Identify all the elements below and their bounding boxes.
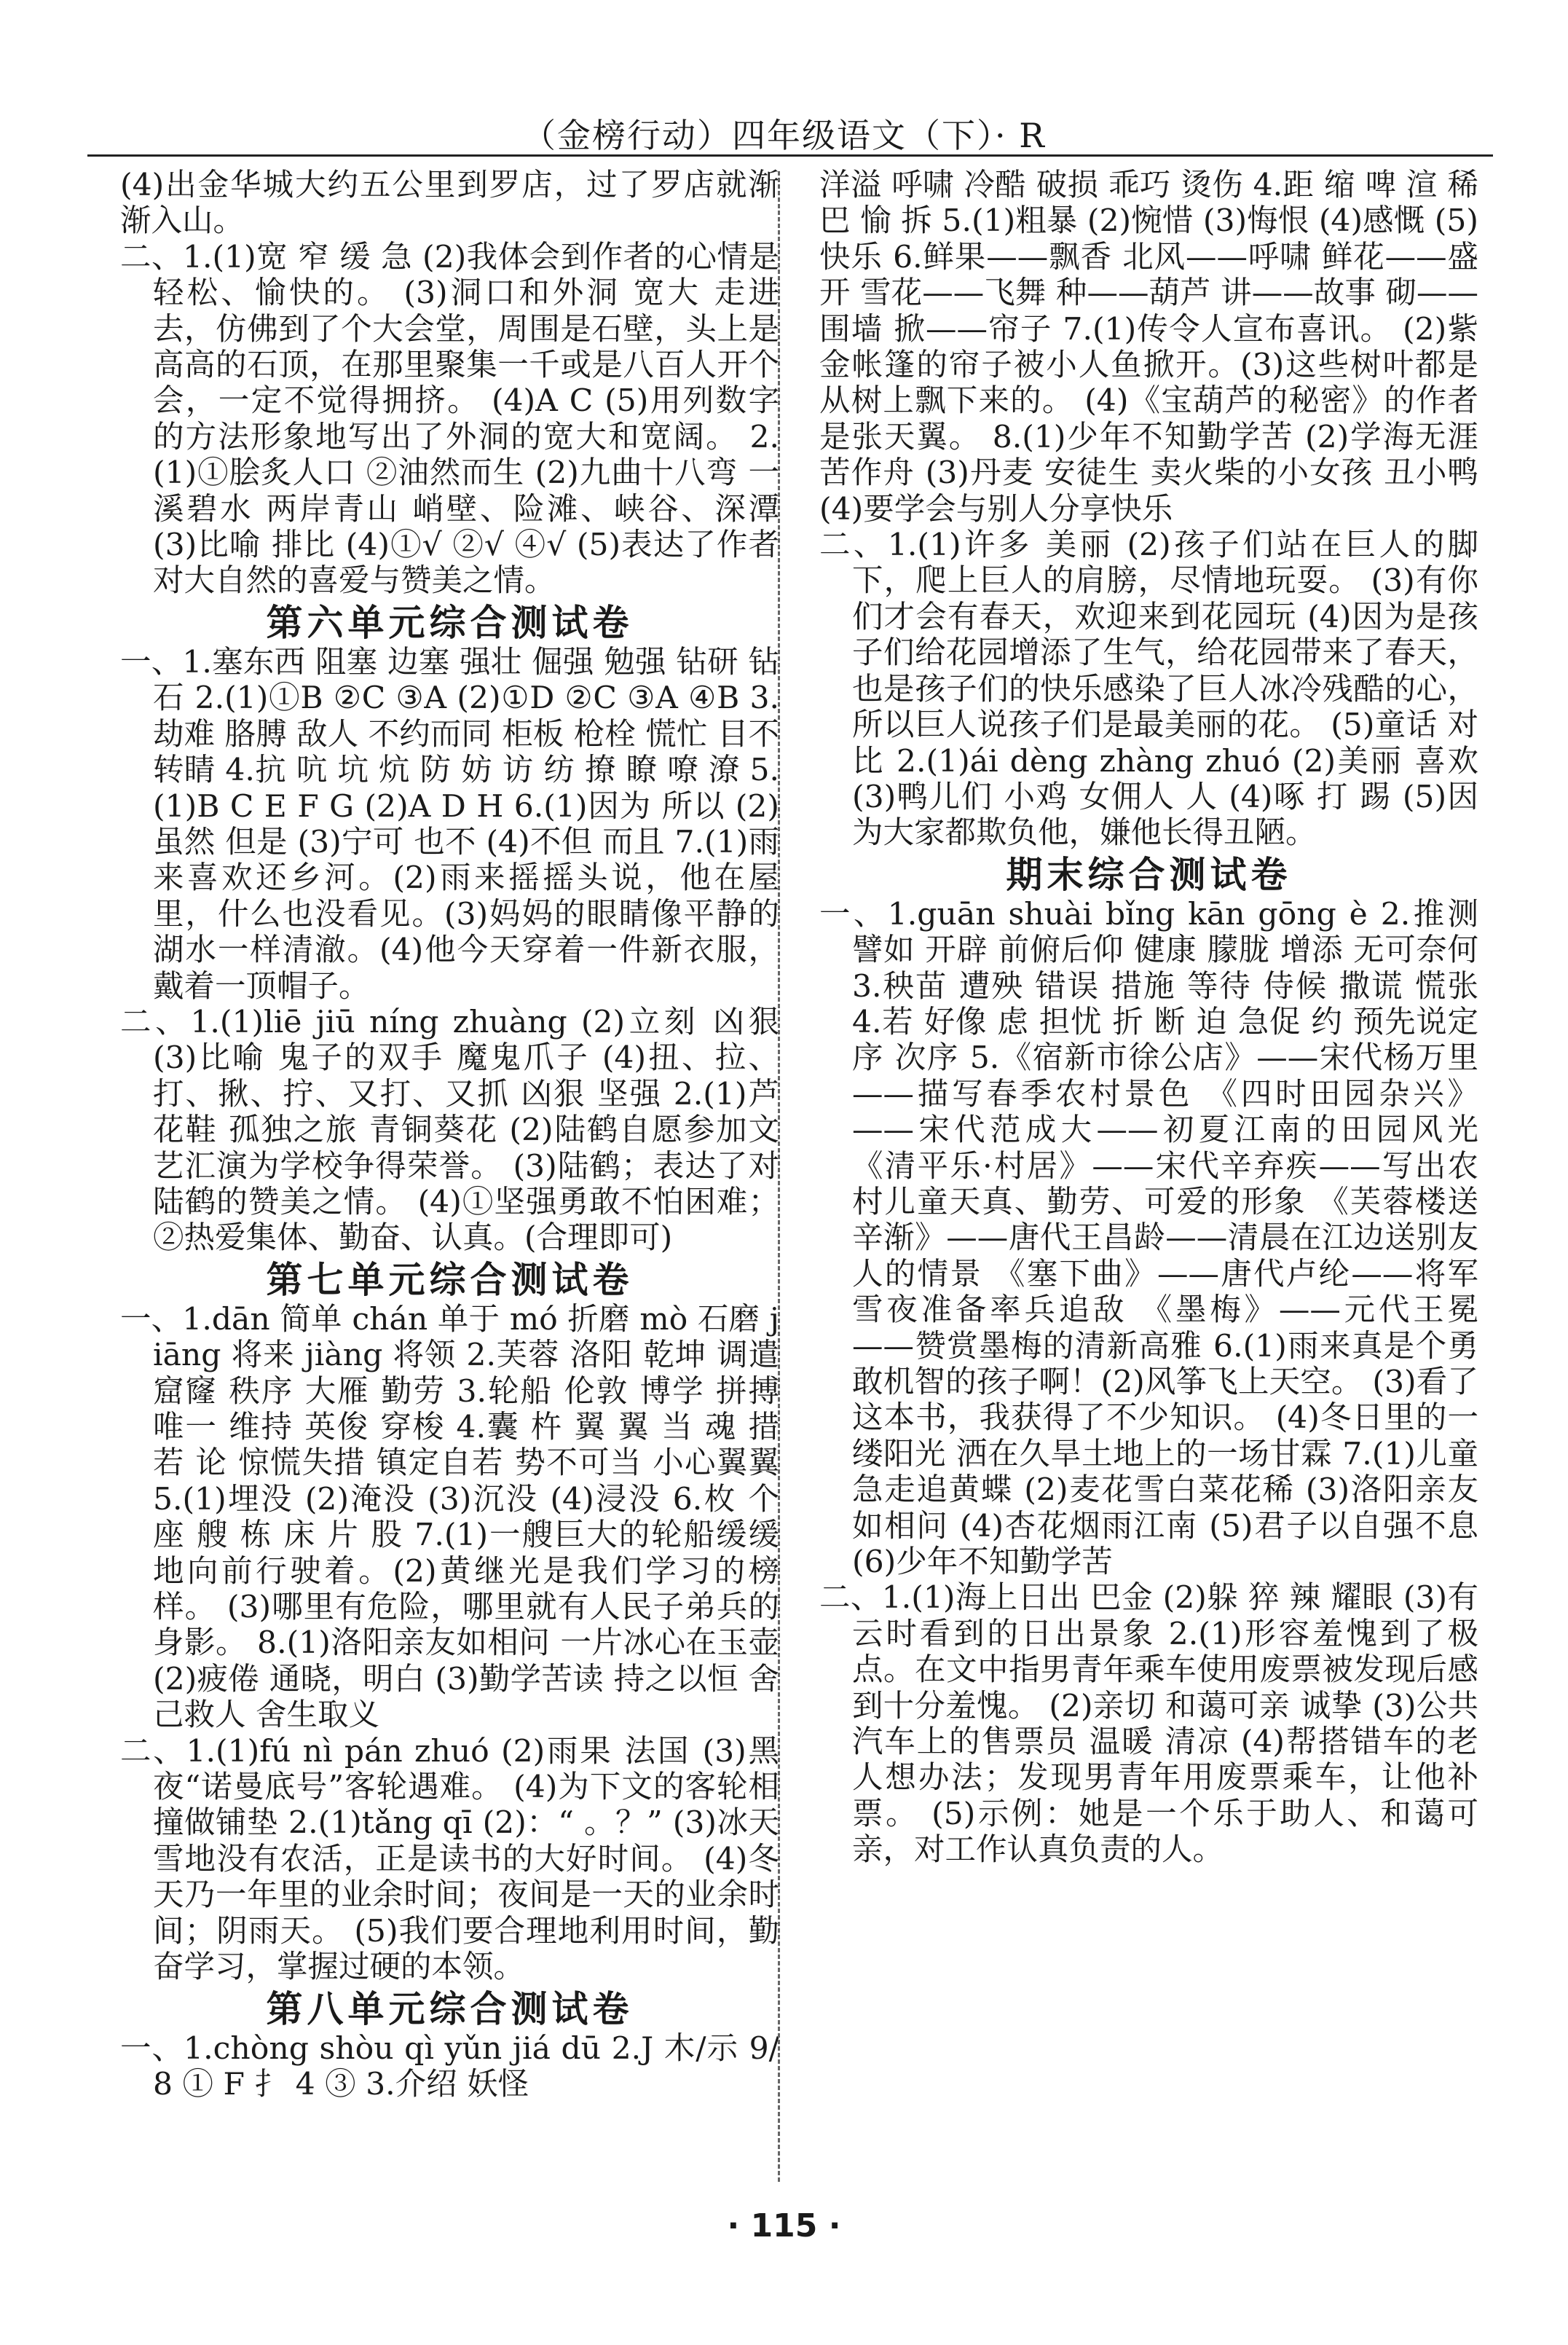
section-heading: 第八单元综合测试卷	[266, 1987, 634, 2030]
answer-paragraph: 二、1.(1)海上日出 巴金 (2)躲 猝 辣 耀眼 (3)有云时看到的日出景象 2.(1)形容羞愧到了极点。在文中指男青年乘车使用废票被发现后感到十分羞愧。 (2)亲切 和蔼可亲 诚挚 (3)公共汽车上的售票员 温暖 清凉 (4)帮搭错车的老人想办法；发现男青年用废票乘车，让他补票。 (5)示例：她是一个乐于助人、和蔼可亲，对工作认真负责的人。	[819, 1580, 1478, 1869]
section-heading: 第六单元综合测试卷	[266, 600, 634, 644]
header-rule	[87, 154, 1493, 157]
section-heading: 期末综合测试卷	[1006, 852, 1292, 896]
answer-paragraph: 一、1.guān shuài bǐng kān gōng è 2.推测 譬如 开辟 前俯后仰 健康 朦胧 增添 无可奈何 3.秧苗 遭殃 错误 措施 等待 侍候 撒谎 慌张 4.若 好像 虑 担忧 折 断 迫 急促 约 预先说定 序 次序 5.《宿新市徐公店》——宋代杨万里——描写春季农村景色 《四时田园杂兴》——宋代范成大——初夏江南的田园风光 《清平乐·村居》——宋代辛弃疾——写出农村儿童天真、勤劳、可爱的形象 《芙蓉楼送辛渐》——唐代王昌龄——清晨在江边送别友人的情景 《塞下曲》——唐代卢纶——将军雪夜准备率兵追敌 《墨梅》——元代王冕——赞赏墨梅的清新高雅 6.(1)雨来真是个勇敢机智的孩子啊！(2)风筝飞上天空。 (3)看了这本书，我获得了不少知识。 (4)冬日里的一缕阳光 洒在久旱土地上的一场甘霖 7.(1)儿童急走追黄蝶 (2)麦花雪白菜花稀 (3)洛阳亲友如相问 (4)杏花烟雨江南 (5)君子以自强不息 (6)少年不知勤学苦	[819, 896, 1478, 1581]
answer-paragraph: 洋溢 呼啸 冷酷 破损 乖巧 烫伤 4.距 缩 啤 渲 稀 巴 愉 拆 5.(1)粗暴 (2)惋惜 (3)悔恨 (4)感慨 (5)快乐 6.鲜果——飘香 北风——呼啸 鲜花——盛开 雪花——飞舞 种——葫芦 讲——故事 砌——围墙 掀——帘子 7.(1)传令人宣布喜讯。 (2)紫金帐篷的帘子被小人鱼掀开。(3)这些树叶都是从树上飘下来的。 (4)《宝葫芦的秘密》的作者是张天翼。 8.(1)少年不知勤学苦 (2)学海无涯苦作舟 (3)丹麦 安徒生 卖火柴的小女孩 丑小鸭 (4)要学会与别人分享快乐	[819, 168, 1478, 527]
answer-paragraph: 二、1.(1)liē jiū níng zhuàng (2)立刻 凶狠 (3)比喻 鬼子的双手 魔鬼爪子 (4)扭、拉、打、揪、拧、又打、又抓 凶狠 坚强 2.(1)芦花鞋 孤独之旅 青铜葵花 (2)陆鹤自愿参加文艺汇演为学校争得荣誉。 (3)陆鹤；表达了对陆鹤的赞美之情。 (4)①坚强勇敢不怕困难；②热爱集体、勤奋、认真。(合理即可)	[120, 1004, 779, 1257]
answer-paragraph: 一、1.dān 简单 chán 单于 mó 折磨 mò 石磨 jiāng 将来 jiàng 将领 2.芙蓉 洛阳 乾坤 调遣 窟窿 秩序 大雁 勤劳 3.轮船 伦敦 博学 拼搏 唯一 维持 英俊 穿梭 4.囊 杵 翼 翼 当 魂 措 若 论 惊慌失措 镇定自若 势不可当 小心翼翼 5.(1)埋没 (2)淹没 (3)沉没 (4)浸没 6.枚 个 座 艘 栋 床 片 股 7.(1)一艘巨大的轮船缓缓地向前行驶着。(2)黄继光是我们学习的榜样。 (3)哪里有危险，哪里就有人民子弟兵的身影。 8.(1)洛阳亲友如相问 一片冰心在玉壶 (2)疲倦 通晓，明白 (3)勤学苦读 持之以恒 舍己救人 舍生取义	[120, 1301, 779, 1734]
left-column	[120, 168, 779, 2185]
section-heading: 第七单元综合测试卷	[266, 1257, 634, 1301]
answer-paragraph: 二、1.(1)宽 窄 缓 急 (2)我体会到作者的心情是轻松、愉快的。 (3)洞口和外洞 宽大 走进去，仿佛到了个大会堂，周围是石壁，头上是高高的石顶，在那里聚集一千或是八百人开个会，一定不觉得拥挤。 (4)A C (5)用列数字的方法形象地写出了外洞的宽大和宽阔。 2.(1)①脍炙人口 ②油然而生 (2)九曲十八弯 一溪碧水 两岸青山 峭壁、险滩、峡谷、深潭 (3)比喻 排比 (4)①√ ②√ ④√ (5)表达了作者对大自然的喜爱与赞美之情。	[120, 239, 779, 600]
answer-paragraph: 一、1.塞东西 阻塞 边塞 强壮 倔强 勉强 钻研 钻石 2.(1)①B ②C ③A (2)①D ②C ③A ④B 3.劫难 胳膊 敌人 不约而同 柜板 枪栓 慌忙 目不转睛 4.抗 吭 坑 炕 防 妨 访 纺 撩 瞭 嘹 潦 5.(1)B C E F G (2)A D H 6.(1)因为 所以 (2)虽然 但是 (3)宁可 也不 (4)不但 而且 7.(1)雨来喜欢还乡河。(2)雨来摇摇头说，他在屋里，什么也没看见。(3)妈妈的眼睛像平静的湖水一样清澈。(4)他今天穿着一件新衣服，戴着一顶帽子。	[120, 644, 779, 1005]
page-header-title: （金榜行动）四年级语文（下）· R	[522, 116, 1046, 155]
answer-paragraph: 二、1.(1)fú nì pán zhuó (2)雨果 法国 (3)黑夜“诺曼底号”客轮遇难。 (4)为下文的客轮相撞做铺垫 2.(1)tǎng qī (2)：“ 。？” (3)冰天雪地没有农活，正是读书的大好时间。 (4)冬天乃一年里的业余时间；夜间是一天的业余时间；阴雨天。 (5)我们要合理地利用时间，勤奋学习，掌握过硬的本领。	[120, 1733, 779, 1986]
column-divider	[778, 171, 780, 2182]
page-number: · 115 ·	[727, 2207, 841, 2244]
right-column	[819, 168, 1478, 2185]
answer-paragraph: 二、1.(1)许多 美丽 (2)孩子们站在巨人的脚下，爬上巨人的肩膀，尽情地玩耍。 (3)有你们才会有春天，欢迎来到花园玩 (4)因为是孩子们给花园增添了生气，给花园带来了春天，也是孩子们的快乐感染了巨人冰冷残酷的心，所以巨人说孩子们是最美丽的花。 (5)童话 对比 2.(1)ái dèng zhàng zhuó (2)美丽 喜欢 (3)鸭儿们 小鸡 女佣人 人 (4)啄 打 踢 (5)因为大家都欺负他，嫌他长得丑陋。	[819, 527, 1478, 852]
answer-paragraph: (4)出金华城大约五公里到罗店，过了罗店就渐渐入山。	[120, 168, 779, 240]
answer-paragraph: 一、1.chòng shòu qì yǔn jiá dū 2.J 木/示 9/8 ① F 扌 4 ③ 3.介绍 妖怪	[120, 2030, 779, 2102]
